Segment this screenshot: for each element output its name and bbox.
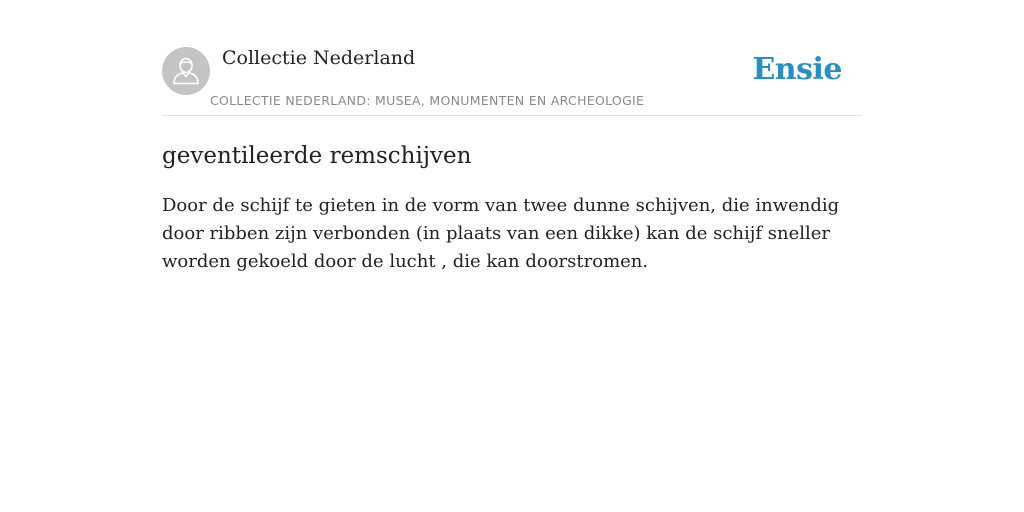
term-definition: Door de schijf te gieten in de vorm van twee dunne schijven, die inwendig door ribben zijn verbonden (in plaats van een dikke) kan de schijf sneller worden gekoeld door de lucht , die kan doorstromen. <box>162 195 840 272</box>
entry-card <box>162 40 862 276</box>
author-name-link[interactable]: Collectie Nederland <box>222 47 416 69</box>
author-subtitle[interactable]: COLLECTIE NEDERLAND: MUSEA, MONUMENTEN EN ARCHEOLOGIE <box>210 93 645 108</box>
term-title: geventileerde remschijven <box>162 143 472 169</box>
ensie-logo[interactable]: Ensie <box>752 52 842 87</box>
entry-header <box>162 40 862 116</box>
author-avatar[interactable] <box>162 47 210 95</box>
user-icon <box>162 47 210 95</box>
